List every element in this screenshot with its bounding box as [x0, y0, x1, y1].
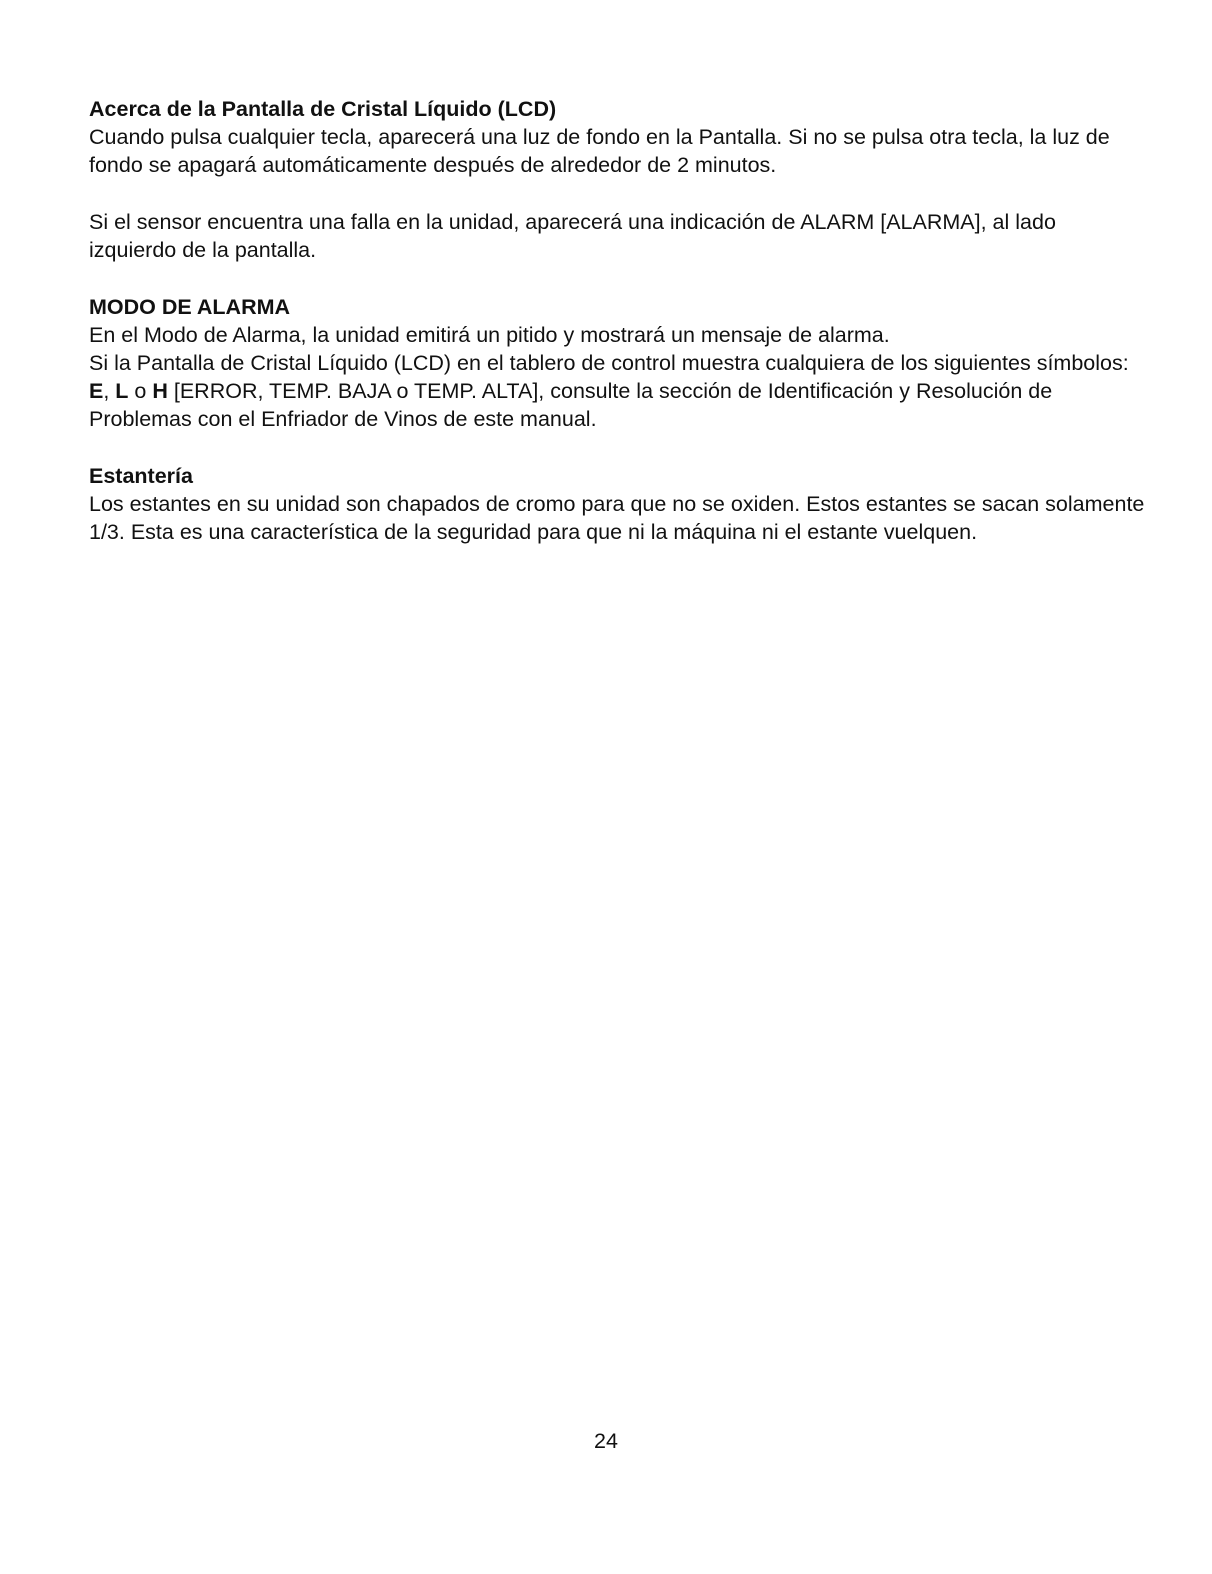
paragraph-alarm-intro: En el Modo de Alarma, la unidad emitirá un pitido y mostrará un mensaje de alarma.	[89, 323, 890, 347]
symbol-e: E	[89, 379, 104, 403]
section-heading-lcd: Acerca de la Pantalla de Cristal Líquido (LCD)	[89, 97, 557, 121]
symbol-l: L	[115, 379, 129, 403]
symbol-h: H	[152, 379, 168, 403]
symbols-text-pre: Si la Pantalla de Cristal Líquido (LCD) en el tablero de control muestra cualquiera de los siguientes símbolos:	[89, 351, 1129, 375]
section-alarm-mode	[89, 293, 1149, 433]
paragraph-gap	[89, 179, 1149, 208]
symbols-separator-2: o	[128, 379, 153, 403]
paragraph-lcd-backlight: Cuando pulsa cualquier tecla, aparecerá una luz de fondo en la Pantalla. Si no se pulsa otra tecla, la luz de fondo se apagará automáticamente después de alrededor de 2 minutos.	[89, 125, 1110, 177]
section-gap	[89, 264, 1149, 293]
section-heading-alarm-mode: MODO DE ALARMA	[89, 295, 291, 319]
paragraph-shelving: Los estantes en su unidad son chapados de cromo para que no se oxiden. Estos estantes se sacan solamente 1/3. Esta es una característica de la seguridad para que ni la máquina ni el estante vuelquen.	[89, 492, 1145, 544]
paragraph-alarm-symbols	[89, 349, 1149, 433]
section-lcd	[89, 95, 1149, 264]
paragraph-lcd-alarm: Si el sensor encuentra una falla en la unidad, aparecerá una indicación de ALARM [ALARMA], al lado izquierdo de la pantalla.	[89, 210, 1056, 262]
section-heading-shelving: Estantería	[89, 464, 193, 488]
section-shelving	[89, 462, 1149, 546]
document-body	[89, 95, 1149, 546]
symbols-separator-1: ,	[103, 379, 116, 403]
symbols-text-post: [ERROR, TEMP. BAJA o TEMP. ALTA], consulte la sección de Identificación y Resolución de Problemas con el Enfriador de Vinos de este manual.	[89, 379, 1053, 431]
section-gap	[89, 433, 1149, 462]
page-number: 24	[594, 1429, 618, 1453]
